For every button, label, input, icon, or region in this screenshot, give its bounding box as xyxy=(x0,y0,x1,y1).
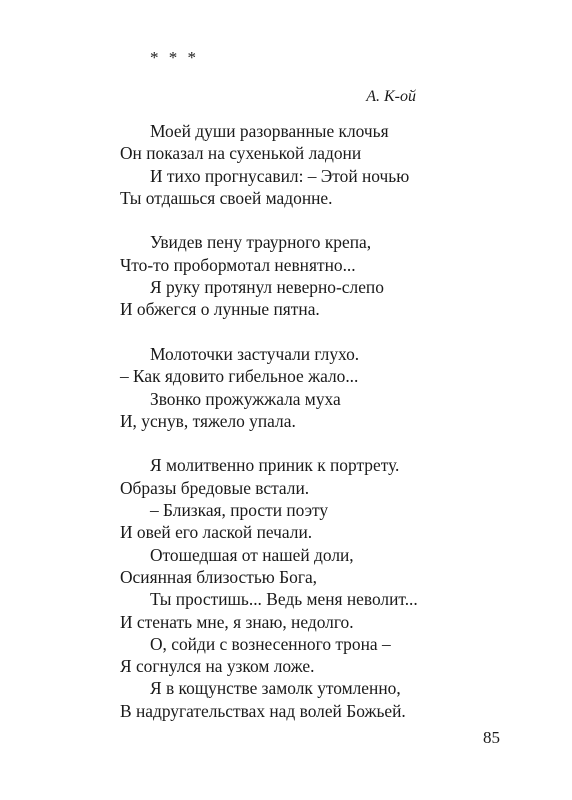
stanza-break xyxy=(120,209,418,231)
poem-line: И стенать мне, я знаю, недолго. xyxy=(120,611,354,632)
dedication: А. К-ой xyxy=(366,88,416,105)
stanza-break xyxy=(120,432,418,454)
poem-line: Ты простишь... Ведь меня неволит... xyxy=(150,589,418,610)
poem-line: Образы бредовые встали. xyxy=(120,477,310,498)
poem-line: Я в кощунстве замолк утомленно, xyxy=(150,678,401,699)
poem-line: И тихо прогнусавил: – Этой ночью xyxy=(150,165,410,186)
poem-line: – Близкая, прости поэту xyxy=(150,500,329,521)
poem-line: Я согнулся на узком ложе. xyxy=(120,656,315,677)
poem-line: О, сойди с вознесенного трона – xyxy=(150,633,391,654)
poem-line: И обжегся о лунные пятна. xyxy=(120,299,320,320)
section-asterisks: * * * xyxy=(150,48,199,67)
poem-line: В надругательствах над волей Божьей. xyxy=(120,700,406,721)
poem-line: Увидев пену траурного крепа, xyxy=(150,232,372,253)
page-number: 85 xyxy=(483,728,500,747)
poem-line: И овей его лаской печали. xyxy=(120,522,313,543)
poem-line: Звонко прожужжала муха xyxy=(150,388,341,409)
poem-line: Что-то пробормотал невнятно... xyxy=(120,254,356,275)
poem xyxy=(120,120,418,722)
poem-line: Ты отдашься своей мадонне. xyxy=(120,187,333,208)
stanza-break xyxy=(120,321,418,343)
poem-line: Молоточки застучали глухо. xyxy=(150,343,360,364)
poem-line: Моей души разорванные клочья xyxy=(150,121,389,141)
poem-line: Я молитвенно приник к портрету. xyxy=(150,455,400,476)
poem-line: Он показал на сухенькой ладони xyxy=(120,143,362,164)
poem-line: Осиянная близостью Бога, xyxy=(120,566,318,587)
poem-line: Отошедшая от нашей доли, xyxy=(150,544,354,565)
poem-line: Я руку протянул неверно-слепо xyxy=(150,277,384,298)
poem-line: И, уснув, тяжело упала. xyxy=(120,410,296,431)
poem-line: – Как ядовито гибельное жало... xyxy=(120,366,359,387)
